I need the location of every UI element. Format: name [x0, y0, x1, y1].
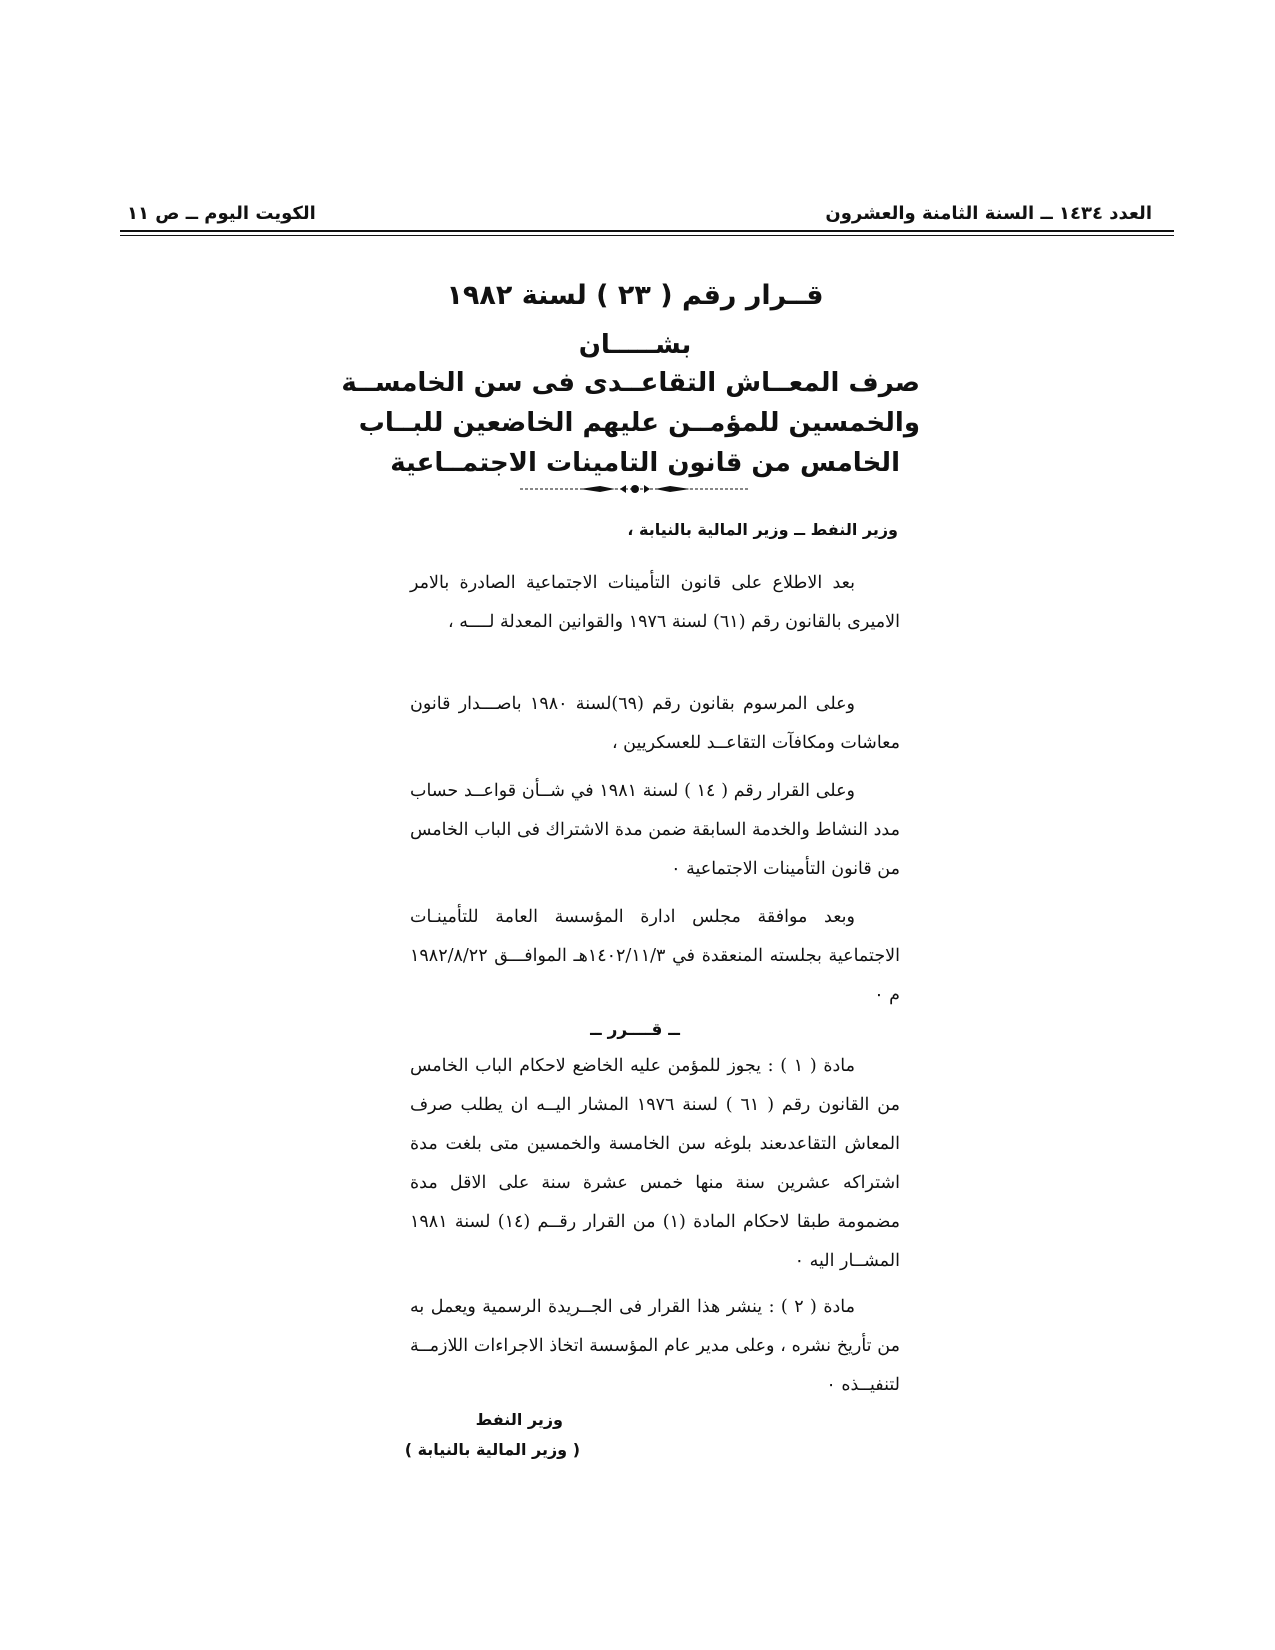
decision-subject-line-2: والخمسين للمؤمــن عليهم الخاضعين للبــاب: [358, 408, 920, 438]
article-1: [410, 1047, 900, 1281]
preamble-text-4: وبعد موافقة مجلس ادارة المؤسسة العامة للتأمينـات الاجتماعية بجلسته المنعقدة في ١٤٠٢/١١/٣هـ الموافـــق ١٩٨٢/٨/٢٢ م ٠: [410, 907, 900, 1005]
preamble-text-2: وعلى المرسوم بقانون رقم (٦٩)لسنة ١٩٨٠ باصـــدار قانون معاشات ومكافآت التقاعــد للعسكريين ،: [410, 694, 900, 753]
decision-subject-line-1: صرف المعــاش التقاعــدى فى سن الخامســة: [341, 368, 920, 398]
preamble-paragraph-3: [410, 772, 900, 889]
signature-acting: ( وزير المالية بالنيابة ): [404, 1440, 580, 1459]
header-publication: الكويت اليوم ــ ص ١١: [127, 203, 316, 224]
decision-subject-line-3: الخامس من قانون التامينات الاجتمــاعية: [390, 448, 900, 478]
preamble-paragraph-2: [410, 685, 900, 763]
ornament-divider: [520, 483, 750, 495]
preamble-paragraph-1: [410, 564, 900, 642]
decision-title: قــرار رقم ( ٢٣ ) لسنة ١٩٨٢: [446, 280, 824, 311]
preamble-paragraph-4: [410, 898, 900, 1015]
header-issue: العدد ١٤٣٤ ــ السنة الثامنة والعشرون: [825, 203, 1152, 224]
preamble-text-1: بعد الاطلاع على قانون التأمينات الاجتماعية الصادرة بالامر الاميرى بالقانون رقم (٦١) لسنة ١٩٧٦ والقوانين المعدلة لــــه ،: [410, 573, 900, 632]
header-rule: [120, 230, 1174, 232]
header-rule-thin: [120, 235, 1174, 236]
article-1-text: مادة ( ١ ) : يجوز للمؤمن عليه الخاضع لاحكام الباب الخامس من القانون رقم ( ٦١ ) لسنة ١٩٧٦ المشار اليــه ان يطلب صرف المعاش التقاعدىعند بلوغه سن الخامسة والخمسين متى بلغت مدة اشتراكه عشرين سنة منها خمس عشرة سنة على الاقل مدة مضمومة طبقا لاحكام المادة (١) من القرار رقــم (١٤) لسنة ١٩٨١ المشــار اليه ٠: [410, 1056, 900, 1271]
decided-heading: ــ قــــرر ــ: [590, 1020, 680, 1040]
issuing-authority: وزير النفط ــ وزير المالية بالنيابة ،: [627, 520, 898, 539]
article-2-text: مادة ( ٢ ) : ينشر هذا القرار فى الجــريدة الرسمية ويعمل به من تأريخ نشره ، وعلى مدير عام المؤسسة اتخاذ الاجراءات اللازمــة لتنفيــذه ٠: [410, 1297, 900, 1395]
decision-subject-label: بشـــــان: [578, 330, 692, 360]
preamble-text-3: وعلى القرار رقم ( ١٤ ) لسنة ١٩٨١ في شــأن قواعــد حساب مدد النشاط والخدمة السابقة ضمن مدة الاشتراك فى الباب الخامس من قانون التأمينات الاجتماعية ٠: [410, 781, 900, 879]
article-2: [410, 1288, 900, 1405]
signature-title: وزير النفط: [475, 1410, 563, 1429]
